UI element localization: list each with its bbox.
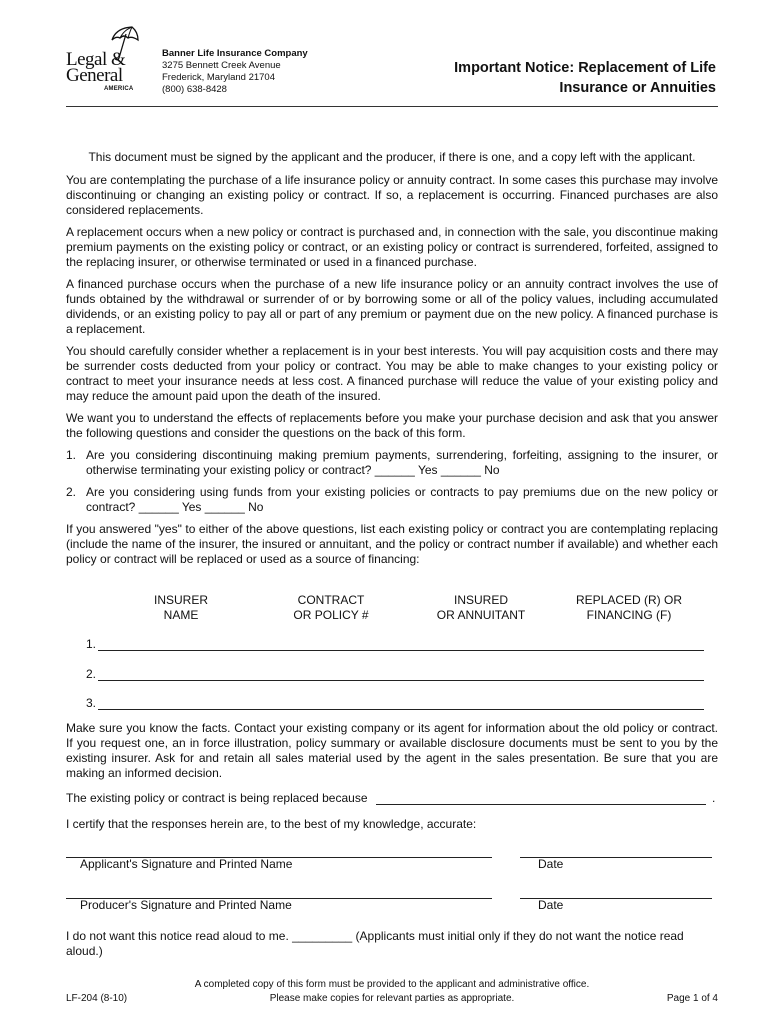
company-info: [162, 48, 308, 96]
facts-paragraph-block: [66, 721, 718, 781]
question-1: [66, 448, 718, 478]
policy-row-2-line[interactable]: [98, 680, 704, 681]
logo-text-legal: Legal &: [66, 49, 126, 70]
column-replaced-financing: [566, 593, 692, 623]
paragraph-replacement-definition: A replacement occurs when a new policy or contract is purchased and, in connection with the sale, you discontinue making premium payments on the existing policy or contract, or an existing policy or contract is surrendered, forfeited, assigned to the replacing insurer, or otherwise terminated or used in a financed purchase.: [66, 225, 718, 269]
replaced-because-period: .: [712, 791, 716, 805]
paragraph-contemplating: You are contemplating the purchase of a life insurance policy or annuity contract. In some cases this purchase may involve discontinuing or changing an existing policy or contract. If so, a replacement is occurring. Financed purchases are also considered replacements.: [66, 173, 718, 217]
question-1-text[interactable]: Are you considering discontinuing making premium payments, surrendering, forfeiting, assigning to the insurer, or otherwise terminating your existing policy or contract? ______ Yes ______ No: [86, 448, 718, 477]
question-1-number: 1.: [66, 448, 77, 462]
question-2-text[interactable]: Are you considering using funds from your existing policies or contracts to pay premiums due on the new policy or contract? ______ Yes ______ No: [86, 485, 718, 514]
page-title: [454, 58, 716, 98]
policy-row-1-line[interactable]: [98, 650, 704, 651]
column-contract-label-2: OR POLICY #: [293, 608, 369, 622]
legal-general-logo: [66, 26, 146, 92]
body-content: [66, 150, 718, 574]
header: [66, 22, 718, 108]
column-insured-label-2: OR ANNUITANT: [436, 608, 526, 622]
paragraph-if-yes: If you answered "yes" to either of the above questions, list each existing policy or contract you are contemplating replacing (include the name of the insurer, the insured or annuitant, and the policy or contract number if available) and whether each policy or contract will be replaced or used as a source of financing:: [66, 522, 718, 566]
title-line-2: Insurance or Annuities: [559, 80, 716, 96]
company-phone: (800) 638-8428: [162, 84, 227, 95]
company-address-2: Frederick, Maryland 21704: [162, 72, 275, 83]
column-contract-policy: [276, 593, 386, 623]
question-2-number: 2.: [66, 485, 77, 499]
column-insurer-name: [136, 593, 226, 623]
producer-signature-label: Producer's Signature and Printed Name: [80, 898, 292, 912]
column-replaced-label-1: REPLACED (R) OR: [575, 593, 682, 607]
policy-row-3-line[interactable]: [98, 709, 704, 710]
footer-bottom-row: [66, 992, 718, 1006]
paragraph-consider: You should carefully consider whether a replacement is in your best interests. You will pay acquisition costs and there may be surrender costs deducted from your policy or contract. You may be able to make changes to your existing policy or contract to meet your insurance needs at less cost. A financed purchase will reduce the value of your existing policy and may reduce the amount paid upon the death of the insured.: [66, 344, 718, 403]
column-replaced-label-2: FINANCING (F): [586, 608, 672, 622]
policy-row-3-number: 3.: [86, 696, 97, 710]
not-read-aloud-row: [66, 929, 718, 959]
paragraph-facts: Make sure you know the facts. Contact your existing company or its agent for information about the old policy or contract. If you request one, an in force illustration, policy summary or available disclosure documents must be sent to you by the existing insurer. Ask for and retain all sales material used by the agent in the sales presentation. Be sure that you are making an informed decision.: [66, 721, 718, 780]
title-line-1: Important Notice: Replacement of Life: [454, 60, 716, 76]
applicant-date-label: Date: [538, 857, 564, 871]
replaced-because-line[interactable]: [376, 804, 706, 805]
paragraph-financed-purchase: A financed purchase occurs when the purchase of a new life insurance policy or an annuity contract involves the use of funds obtained by the withdrawal or surrender of or by borrowing some or all of the policy values, including accumulated dividends, or an existing policy to pay all or part of any premium or payment due on the new policy. A financed purchase is a replacement.: [66, 277, 718, 336]
company-address-1: 3275 Bennett Creek Avenue: [162, 60, 281, 71]
replaced-because-label: The existing policy or contract is being replaced because: [66, 791, 368, 805]
not-read-aloud-text[interactable]: I do not want this notice read aloud to me. _________ (Applicants must initial only if they do not want the notice read aloud.): [66, 929, 684, 958]
producer-date-label: Date: [538, 898, 564, 912]
footer-note-2: Please make copies for relevant parties as appropriate.: [269, 993, 515, 1004]
page-footer: [66, 978, 718, 1006]
column-insured-label-1: INSURED: [453, 593, 508, 607]
column-insured-annuitant: [426, 593, 536, 623]
footer-note-1: A completed copy of this form must be provided to the applicant and administrative office.: [194, 979, 590, 990]
policy-row-2-number: 2.: [86, 667, 97, 681]
company-name: Banner Life Insurance Company: [162, 48, 308, 59]
header-divider: [66, 106, 718, 107]
column-contract-label-1: CONTRACT: [297, 593, 365, 607]
column-insurer-label-1: INSURER: [153, 593, 208, 607]
applicant-signature-label: Applicant's Signature and Printed Name: [80, 857, 293, 871]
paragraph-understand: We want you to understand the effects of replacements before you make your purchase decision and ask that you answer the following questions and consider the questions on the back of this form.: [66, 411, 718, 440]
replaced-because-row: [66, 791, 718, 807]
column-insurer-label-2: NAME: [163, 608, 199, 622]
form-number: LF-204 (8-10): [66, 993, 128, 1004]
logo-text-america: AMERICA: [104, 86, 134, 92]
page-number: Page 1 of 4: [666, 993, 718, 1004]
certify-text: I certify that the responses herein are, to the best of my knowledge, accurate:: [66, 817, 477, 831]
policy-row-1-number: 1.: [86, 637, 97, 651]
question-2: [66, 485, 718, 515]
lead-paragraph: This document must be signed by the applicant and the producer, if there is one, and a copy left with the applicant.: [88, 150, 696, 164]
logo-text-general: General: [66, 65, 123, 86]
certify-row: [66, 817, 718, 832]
